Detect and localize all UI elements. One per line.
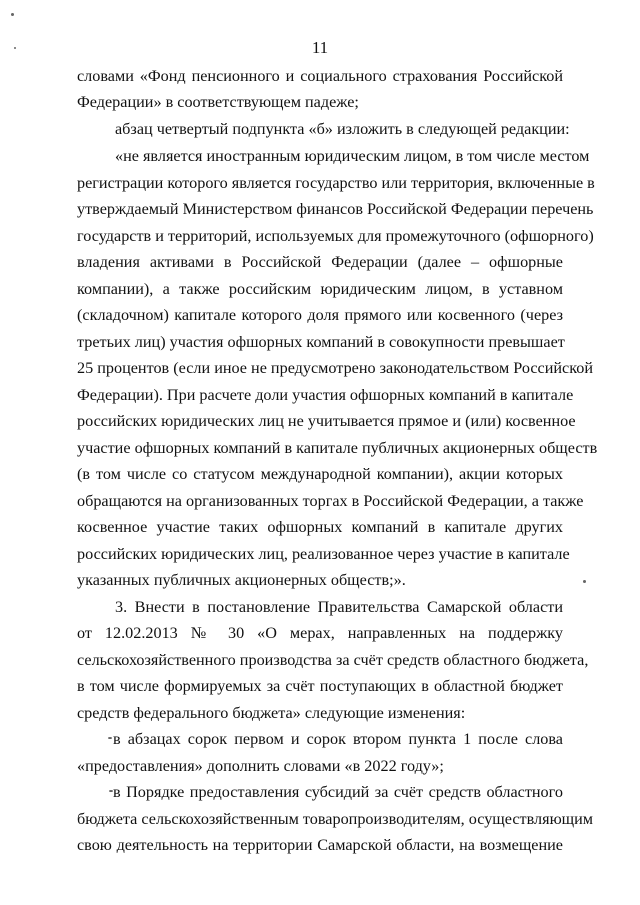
page-number: 11 [311, 38, 329, 57]
text-line: третьих лиц) участия офшорных компаний в совокупности превышает [77, 333, 565, 351]
text-line: компании), а также российским юридическим лицом, в уставном [77, 280, 563, 298]
text-line: (складочном) капитале которого доля прямого или косвенного (через [77, 306, 563, 324]
text-line: Федерации» в соответствующем падеже; [77, 93, 359, 111]
text-line: (в том числе со статусом международной компании), акции которых [77, 465, 563, 483]
text-line: сельскохозяйственного производства за счёт средств областного бюджета, [77, 651, 589, 669]
scan-speck [583, 580, 586, 583]
scan-speck [109, 790, 113, 792]
scan-speck [108, 737, 112, 739]
text-line: регистрации которого является государство или территория, включенные в [77, 174, 595, 192]
text-line: российских юридических лиц, реализованное через участие в капитале [77, 545, 570, 563]
text-line: участие офшорных компаний в капитале публичных акционерных обществ [77, 439, 598, 457]
text-line: абзац четвертый подпункта «б» изложить в следующей редакции: [115, 120, 570, 138]
text-line: в том числе формируемых за счёт поступающих в областной бюджет [77, 677, 563, 695]
text-line: в Порядке предоставления субсидий за счёт средств областного [113, 783, 563, 801]
text-line: 25 процентов (если иное не предусмотрено законодательством Российской [77, 359, 594, 377]
text-line: косвенное участие таких офшорных компаний в капитале других [77, 518, 563, 536]
text-line: Федерации). При расчете доли участия офшорных компаний в капитале [77, 386, 574, 404]
text-line: «предоставления» дополнить словами «в 2022 году»; [77, 757, 444, 775]
text-line: от 12.02.2013 № 30 «О мерах, направленных на поддержку [77, 624, 563, 642]
text-line: «не является иностранным юридическим лицом, в том числе местом [115, 147, 590, 165]
scan-speck [11, 13, 14, 16]
text-line: владения активами в Российской Федерации (далее – офшорные [77, 253, 563, 271]
scan-speck [14, 47, 16, 49]
text-line: государств и территорий, используемых для промежуточного (офшорного) [77, 227, 594, 245]
text-line: бюджета сельскохозяйственным товаропроизводителям, осуществляющим [77, 810, 594, 828]
text-line: утверждаемый Министерством финансов Российской Федерации перечень [77, 200, 594, 218]
text-line: обращаются на организованных торгах в Российской Федерации, а также [77, 492, 584, 510]
text-line: словами «Фонд пенсионного и социального страхования Российской [77, 67, 563, 85]
text-line: в абзацах сорок первом и сорок втором пункта 1 после слова [113, 730, 563, 748]
text-line: указанных публичных акционерных обществ;». [77, 571, 406, 589]
text-line: средств федерального бюджета» следующие изменения: [77, 704, 466, 722]
text-line: свою деятельность на территории Самарской области, на возмещение [77, 836, 563, 854]
text-line: 3. Внести в постановление Правительства Самарской области [115, 598, 563, 616]
text-line: российских юридических лиц не учитывается прямое и (или) косвенное [77, 412, 576, 430]
